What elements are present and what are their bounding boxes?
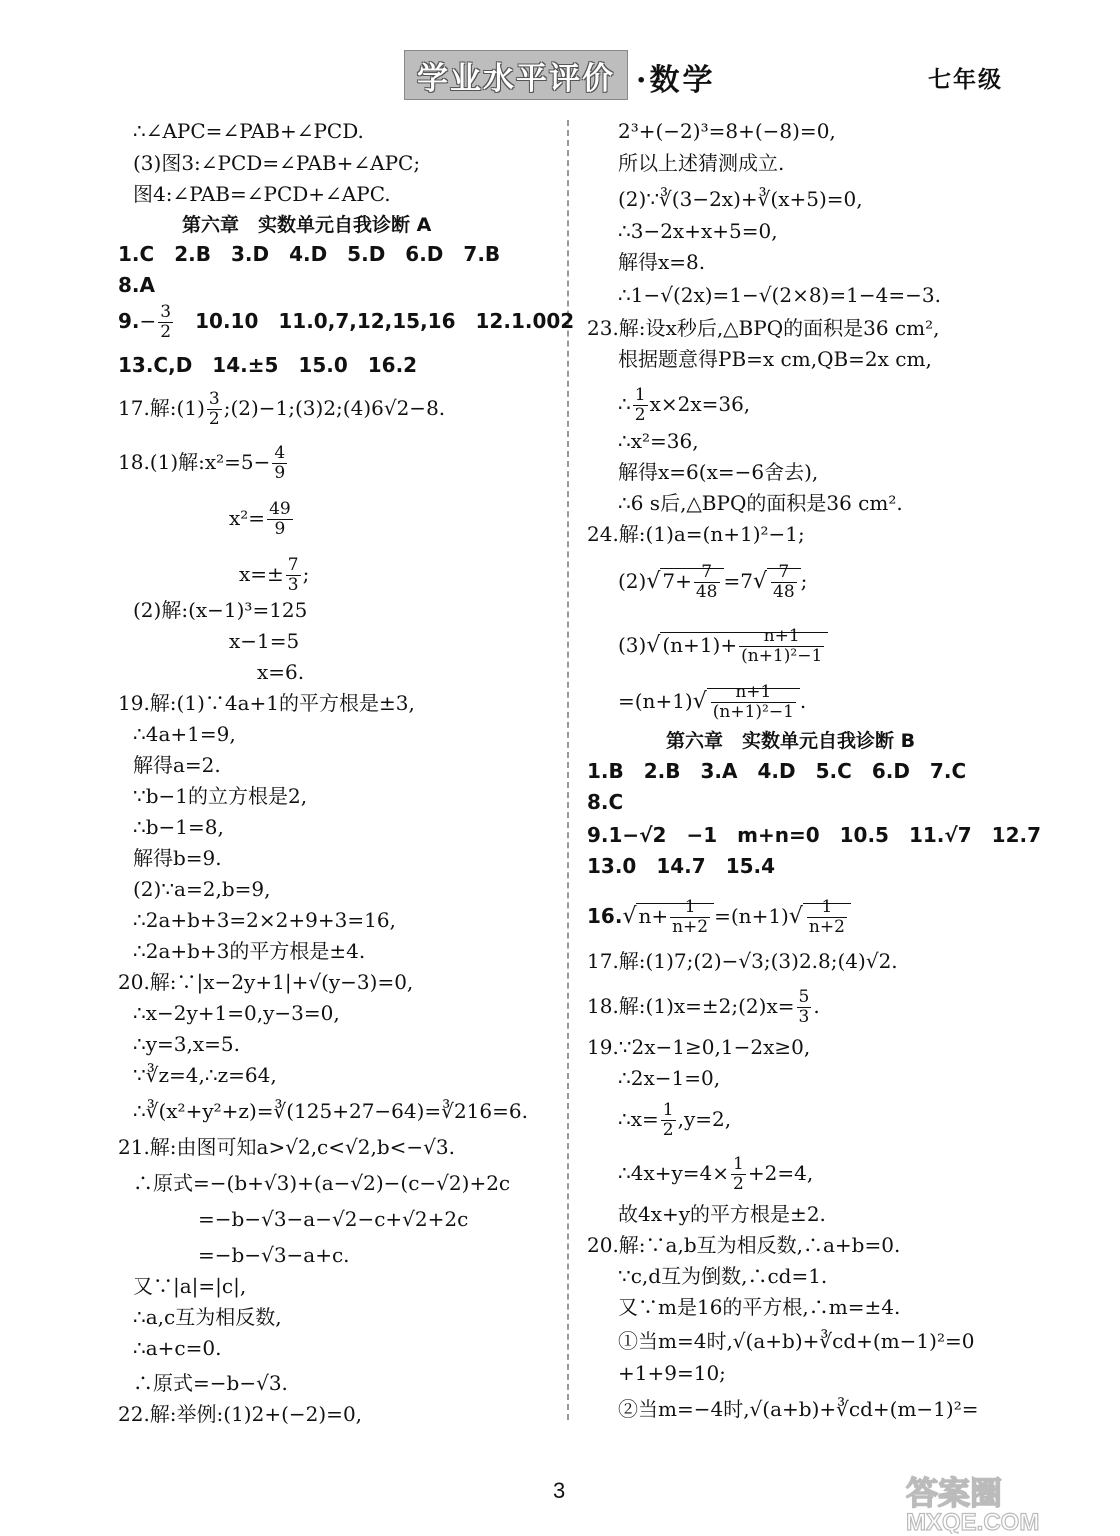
q17b-answer: 17.解:(1)7;(2)−√3;(3)2.8;(4)√2. (587, 949, 898, 973)
q21-line: ∴原式=−(b+√3)+(a−√2)−(c−√2)+2c (133, 1171, 511, 1195)
text: 17.解:(1) (118, 396, 205, 420)
answer-line: (3)图3:∠PCD=∠PAB+∠APC; (133, 151, 421, 175)
fraction (267, 500, 293, 539)
q19b-line (618, 1155, 813, 1194)
section-title-a: 第六章 实数单元自我诊断 A (182, 214, 432, 236)
q19-line: ∴2a+b+3=2×2+9+3=16, (133, 908, 396, 932)
numerator: 5 (798, 987, 810, 1007)
q23-line: 解得x=6(x=−6舍去), (618, 460, 819, 484)
q18b-answer (587, 988, 820, 1027)
numerator: 1 (807, 898, 847, 918)
q24-line (618, 563, 807, 602)
fraction (670, 898, 710, 937)
text: =(n+1) (714, 904, 789, 928)
text: ;(2)−1;(3)2;(4)6√2−8. (223, 396, 446, 420)
q19-line: ∵b−1的立方根是2, (133, 784, 308, 808)
q22-line: 22.解:举例:(1)2+(−2)=0, (118, 1402, 363, 1426)
denominator: 48 (773, 582, 795, 602)
text: x=± (239, 562, 284, 586)
radicand (707, 682, 800, 722)
radicand (660, 626, 828, 666)
q23-line (618, 386, 750, 425)
denominator: n+2 (808, 917, 845, 937)
answer-line: ∴1−√(2x)=1−√(2×8)=1−4=−3. (618, 283, 941, 307)
text: =7 (723, 569, 753, 593)
text: ; (800, 569, 808, 593)
fraction (633, 386, 648, 425)
sqrt-icon: √ (692, 689, 707, 714)
fill-answers-9-12 (118, 303, 574, 342)
q21-line: =−b−√3−a−√2−c+√2+2c (198, 1207, 469, 1231)
choice-answers: 1.B 2.B 3.A 4.D 5.C 6.D 7.C (587, 759, 967, 783)
text: 16. (587, 904, 623, 928)
text: +2=4, (747, 1161, 814, 1185)
denominator: 48 (695, 582, 718, 602)
denominator: (n+1)²−1 (741, 646, 823, 666)
text: ∴x= (618, 1107, 659, 1131)
denominator: 9 (274, 519, 286, 539)
q19-line: ∴b−1=8, (133, 815, 224, 839)
denominator: n+2 (672, 917, 709, 937)
header-subject: ·数学 (636, 63, 716, 98)
text: x²= (229, 506, 266, 530)
choice-answers: 1.C 2.B 3.D 4.D 5.D 6.D 7.B (118, 242, 501, 266)
fraction (711, 683, 796, 722)
q21-line: ∴a+c=0. (133, 1336, 222, 1360)
q18-line: x−1=5 (229, 629, 300, 653)
answer-line: (2)∵∛(3−2x)+∛(x+5)=0, (618, 187, 863, 211)
denominator: (n+1)²−1 (712, 702, 794, 722)
text: 18.解:(1)x=±2;(2)x= (587, 994, 795, 1018)
numerator: 3 (208, 389, 220, 409)
text: ; (302, 562, 310, 586)
q17-answer (118, 390, 445, 429)
text: 18.(1)解:x²=5− (118, 450, 271, 474)
numerator: 49 (269, 499, 291, 519)
denominator: 2 (208, 409, 220, 429)
q20b-line: 20.解:∵a,b互为相反数,∴a+b=0. (587, 1233, 901, 1257)
text: ∴4x+y=4× (618, 1161, 730, 1185)
numerator: 1 (733, 1154, 744, 1174)
text: =(n+1) (618, 689, 693, 713)
answer-line: ∴3−2x+x+5=0, (618, 219, 778, 243)
fraction (272, 444, 287, 483)
fraction (739, 627, 824, 666)
q19-line: (2)∵a=2,b=9, (133, 877, 271, 901)
denominator: 2 (662, 1120, 674, 1140)
numerator: n+1 (711, 683, 796, 703)
denominator: 2 (634, 405, 646, 425)
sqrt-icon: √ (646, 633, 661, 658)
q-num: 9. (118, 309, 140, 333)
text: ∴ (618, 392, 631, 416)
q19b-line: ∴2x−1=0, (618, 1066, 721, 1090)
section-title-b: 第六章 实数单元自我诊断 B (666, 730, 916, 752)
q19b-line (618, 1101, 731, 1140)
denominator: 9 (274, 463, 286, 483)
fill-answers-13-15: 13.0 14.7 15.4 (587, 854, 776, 878)
text: (n+1)+ (662, 633, 738, 657)
denominator: 3 (287, 575, 299, 595)
choice-answers: 8.C (587, 790, 624, 814)
radicand (660, 562, 723, 602)
q24-line: 24.解:(1)a=(n+1)²−1; (587, 522, 805, 546)
radicand (803, 897, 851, 937)
text: (3) (618, 633, 647, 657)
numerator: 4 (274, 443, 286, 463)
q21-line: ∴a,c互为相反数, (133, 1305, 282, 1329)
sqrt-icon: √ (752, 569, 768, 594)
fraction (807, 898, 847, 937)
q23-line: ∴x²=36, (618, 429, 699, 453)
q19-line: ∴2a+b+3的平方根是±4. (133, 939, 366, 963)
watermark-logo (900, 1470, 1105, 1534)
sign: − (139, 309, 157, 333)
q23-line: 根据题意得PB=x cm,QB=2x cm, (618, 347, 932, 371)
q18-line: (2)解:(x−1)³=125 (133, 598, 308, 622)
fraction (286, 556, 301, 595)
q18-line: x=6. (257, 660, 305, 684)
text: 7+ (662, 569, 692, 593)
q21-line: 又∵|a|=|c|, (133, 1274, 247, 1298)
q20b-line: ②当m=−4时,√(a+b)+∛cd+(m−1)²= (618, 1397, 979, 1421)
sqrt-icon: √ (788, 904, 803, 929)
q16-answer (587, 898, 851, 937)
answer-line: 解得x=8. (618, 250, 706, 274)
q24-line (618, 683, 806, 722)
denominator: 3 (798, 1007, 810, 1027)
q20b-line: +1+9=10; (618, 1361, 726, 1385)
answer-line: 2³+(−2)³=8+(−8)=0, (618, 119, 836, 143)
header-title-band (404, 50, 628, 100)
fraction (694, 563, 720, 602)
text: . (799, 689, 807, 713)
fraction (731, 1155, 746, 1194)
watermark-bottom-text: MXQE.COM (906, 1509, 1040, 1534)
q20b-line: ∵c,d互为倒数,∴cd=1. (618, 1264, 828, 1288)
q19-line: 解得b=9. (133, 846, 222, 870)
sqrt-icon: √ (646, 569, 661, 594)
header-grade: 七年级 (928, 66, 1003, 93)
q18-line (239, 556, 309, 595)
fill-answers-9-12: 9.1−√2 −1 m+n=0 10.5 11.√7 12.7 (587, 823, 1042, 847)
text: . (813, 994, 820, 1018)
fraction (661, 1101, 676, 1140)
answer-line: 所以上述猜测成立. (618, 151, 785, 175)
q23-line: 23.解:设x秒后,△BPQ的面积是36 cm², (587, 316, 940, 340)
numerator: n+1 (739, 627, 824, 647)
answer-line: ∴∠APC=∠PAB+∠PCD. (133, 119, 364, 143)
numerator: 7 (694, 563, 720, 583)
numerator: 1 (634, 385, 646, 405)
page-number: 3 (553, 1478, 566, 1503)
numerator: 7 (287, 555, 299, 575)
text: ,y=2, (677, 1107, 732, 1131)
q24-line (618, 627, 828, 666)
answer-line: 图4:∠PAB=∠PCD+∠APC. (133, 182, 391, 206)
text: x×2x=36, (649, 392, 751, 416)
numerator: 3 (160, 302, 172, 322)
header-title: 学业水平评价 (417, 60, 615, 97)
q18-line (118, 444, 289, 483)
fraction (207, 390, 222, 429)
q21-line: ∴原式=−b−√3. (133, 1371, 288, 1395)
q20-line: ∴y=3,x=5. (133, 1032, 240, 1056)
denominator: 2 (733, 1174, 744, 1194)
q20b-line: ①当m=4时,√(a+b)+∛cd+(m−1)²=0 (618, 1329, 975, 1353)
q18-line (229, 500, 295, 539)
q20-line: 20.解:∵|x−2y+1|+√(y−3)=0, (118, 970, 414, 994)
radicand (767, 562, 801, 602)
q19-line: ∴4a+1=9, (133, 722, 236, 746)
q19-line: 19.解:(1)∵4a+1的平方根是±3, (118, 691, 415, 715)
q19-line: 解得a=2. (133, 753, 221, 777)
q21-line: =−b−√3−a+c. (198, 1243, 350, 1267)
numerator: 1 (662, 1100, 674, 1120)
q19b-line: 故4x+y的平方根是±2. (618, 1202, 826, 1226)
fraction (771, 563, 797, 602)
fraction (158, 303, 173, 342)
q21-line: 21.解:由图可知a>√2,c<√2,b<−√3. (118, 1135, 455, 1159)
fraction (797, 988, 812, 1027)
text: n+ (638, 904, 669, 928)
sqrt-icon: √ (622, 904, 637, 929)
fill-answers-13-16: 13.C,D 14.±5 15.0 16.2 (118, 353, 418, 377)
radicand (636, 897, 714, 937)
numerator: 7 (771, 563, 797, 583)
choice-answers: 8.A (118, 273, 155, 297)
q23-line: ∴6 s后,△BPQ的面积是36 cm². (618, 491, 903, 515)
denominator: 2 (160, 322, 172, 342)
q19b-line: 19.∵2x−1≥0,1−2x≥0, (587, 1035, 811, 1059)
q20b-line: 又∵m是16的平方根,∴m=±4. (618, 1295, 901, 1319)
q20-line: ∴x−2y+1=0,y−3=0, (133, 1001, 340, 1025)
watermark-top-text: 答案圈 (906, 1474, 1003, 1512)
q20-line: ∵∛z=4,∴z=64, (133, 1063, 277, 1087)
numerator: 1 (670, 898, 710, 918)
text: 10.10 11.0,7,12,15,16 12.1.002 (175, 309, 575, 333)
text: (2) (618, 569, 647, 593)
q20-line: ∴∛(x²+y²+z)=∛(125+27−64)=∛216=6. (133, 1099, 528, 1123)
